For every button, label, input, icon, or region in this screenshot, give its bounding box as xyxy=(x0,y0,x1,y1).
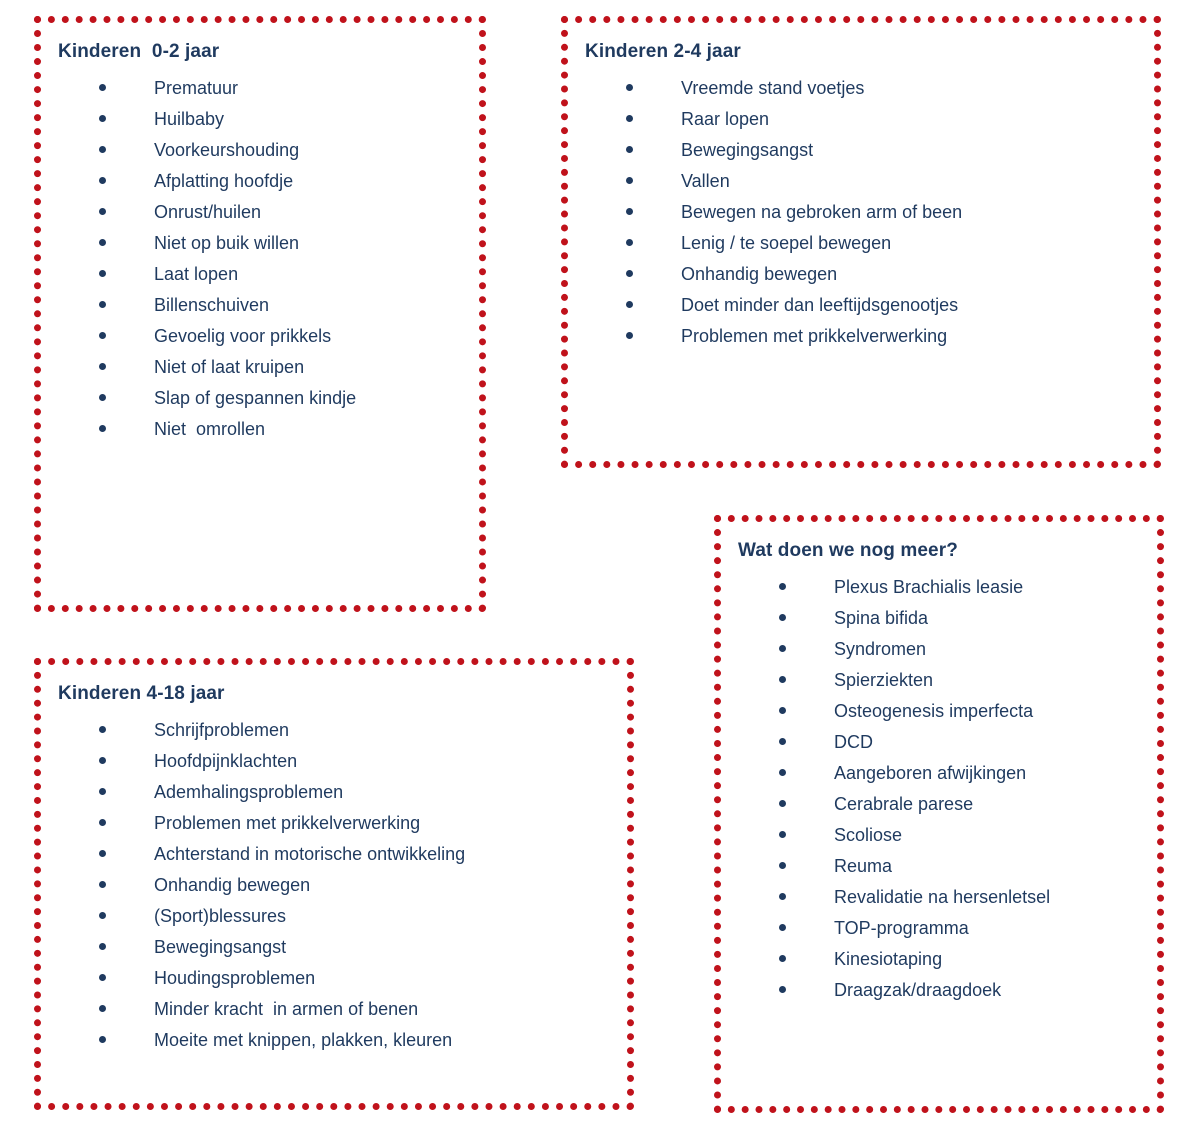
bullet-icon xyxy=(99,425,106,432)
bullet-icon xyxy=(99,850,106,857)
list-item-text: Niet op buik willen xyxy=(154,233,300,253)
box-kinderen-4-18 xyxy=(34,658,634,1110)
bullet-icon xyxy=(779,955,786,962)
list-item-text: Lenig / te soepel bewegen xyxy=(681,233,892,253)
list-item-text: Laat lopen xyxy=(154,264,239,284)
list-item-text: Vreemde stand voetjes xyxy=(681,78,865,98)
list-item-text: Prematuur xyxy=(154,78,239,98)
box-kinderen-2-4 xyxy=(561,16,1161,468)
list-item-text: Billenschuiven xyxy=(154,295,270,315)
bullet-icon xyxy=(626,146,633,153)
box-title: Kinderen 2-4 jaar xyxy=(585,41,741,62)
list-item-text: Onhandig bewegen xyxy=(154,875,311,895)
list-item-text: Problemen met prikkelverwerking xyxy=(681,326,948,346)
list-item-text: Houdingsproblemen xyxy=(154,968,316,988)
list-item-text: DCD xyxy=(834,732,873,752)
list-item-text: Kinesiotaping xyxy=(834,949,943,969)
list-item-text: Scoliose xyxy=(834,825,903,845)
bullet-icon xyxy=(99,881,106,888)
list-item-text: Niet omrollen xyxy=(154,419,266,439)
box-title: Kinderen 0-2 jaar xyxy=(58,41,220,62)
bullet-icon xyxy=(99,394,106,401)
bullet-icon xyxy=(99,974,106,981)
bullet-icon xyxy=(99,270,106,277)
list-item-text: Afplatting hoofdje xyxy=(154,171,294,191)
list-item-text: Minder kracht in armen of benen xyxy=(154,999,419,1019)
box-title: Wat doen we nog meer? xyxy=(738,540,958,561)
list-item-text: Voorkeurshouding xyxy=(154,140,300,160)
bullet-icon xyxy=(626,208,633,215)
bullet-icon xyxy=(626,115,633,122)
bullet-icon xyxy=(779,614,786,621)
bullet-icon xyxy=(99,146,106,153)
bullet-icon xyxy=(99,819,106,826)
list-item-text: Revalidatie na hersenletsel xyxy=(834,887,1051,907)
bullet-icon xyxy=(99,1036,106,1043)
list-item-text: Gevoelig voor prikkels xyxy=(154,326,332,346)
bullet-icon xyxy=(779,738,786,745)
bullet-icon xyxy=(779,769,786,776)
bullet-icon xyxy=(779,583,786,590)
list-item-text: Syndromen xyxy=(834,639,927,659)
list-item-text: Cerabrale parese xyxy=(834,794,974,814)
bullet-icon xyxy=(99,84,106,91)
list-item-text: Raar lopen xyxy=(681,109,770,129)
list-item-text: Bewegen na gebroken arm of been xyxy=(681,202,963,222)
list-item-text: Niet of laat kruipen xyxy=(154,357,305,377)
list-item-text: Onhandig bewegen xyxy=(681,264,838,284)
list-item-text: Moeite met knippen, plakken, kleuren xyxy=(154,1030,453,1050)
list-item-text: Spierziekten xyxy=(834,670,934,690)
box-kinderen-0-2 xyxy=(34,16,486,612)
list-item-text: Spina bifida xyxy=(834,608,929,628)
box-title: Kinderen 4-18 jaar xyxy=(58,683,225,704)
bullet-icon xyxy=(99,301,106,308)
list-item-text: Plexus Brachialis leasie xyxy=(834,577,1024,597)
bullet-icon xyxy=(99,177,106,184)
bullet-icon xyxy=(99,239,106,246)
bullet-icon xyxy=(626,177,633,184)
bullet-icon xyxy=(779,645,786,652)
bullet-icon xyxy=(779,986,786,993)
bullet-icon xyxy=(99,757,106,764)
list-item-text: Achterstand in motorische ontwikkeling xyxy=(154,844,466,864)
list-item-text: Problemen met prikkelverwerking xyxy=(154,813,421,833)
list-item-text: (Sport)blessures xyxy=(154,906,287,926)
bullet-icon xyxy=(626,84,633,91)
bullet-icon xyxy=(626,270,633,277)
list-item-text: Bewegingsangst xyxy=(154,937,287,957)
list-item-text: Vallen xyxy=(681,171,730,191)
bullet-icon xyxy=(99,788,106,795)
bullet-icon xyxy=(779,831,786,838)
bullet-icon xyxy=(779,924,786,931)
list-item-text: Draagzak/draagdoek xyxy=(834,980,1002,1000)
bullet-icon xyxy=(779,862,786,869)
bullet-icon xyxy=(779,707,786,714)
list-item-text: Slap of gespannen kindje xyxy=(154,388,357,408)
list-item-text: Aangeboren afwijkingen xyxy=(834,763,1027,783)
list-item-text: Doet minder dan leeftijdsgenootjes xyxy=(681,295,959,315)
list-item-text: Bewegingsangst xyxy=(681,140,814,160)
list-item-text: Ademhalingsproblemen xyxy=(154,782,344,802)
list-item-text: Onrust/huilen xyxy=(154,202,262,222)
bullet-icon xyxy=(99,115,106,122)
bullet-icon xyxy=(626,332,633,339)
bullet-icon xyxy=(99,363,106,370)
bullet-icon xyxy=(779,800,786,807)
bullet-icon xyxy=(99,943,106,950)
bullet-icon xyxy=(779,676,786,683)
list-item-text: TOP-programma xyxy=(834,918,969,938)
list-item-text: Reuma xyxy=(834,856,893,876)
bullet-icon xyxy=(99,912,106,919)
list-item-text: Hoofdpijnklachten xyxy=(154,751,298,771)
box-wat-doen-we-nog-meer xyxy=(714,515,1164,1113)
bullet-icon xyxy=(99,1005,106,1012)
bullet-icon xyxy=(779,893,786,900)
list-item-text: Osteogenesis imperfecta xyxy=(834,701,1034,721)
bullet-icon xyxy=(99,208,106,215)
bullet-icon xyxy=(626,301,633,308)
bullet-icon xyxy=(99,726,106,733)
list-item-text: Schrijfproblemen xyxy=(154,720,290,740)
bullet-icon xyxy=(626,239,633,246)
bullet-icon xyxy=(99,332,106,339)
list-item-text: Huilbaby xyxy=(154,109,225,129)
